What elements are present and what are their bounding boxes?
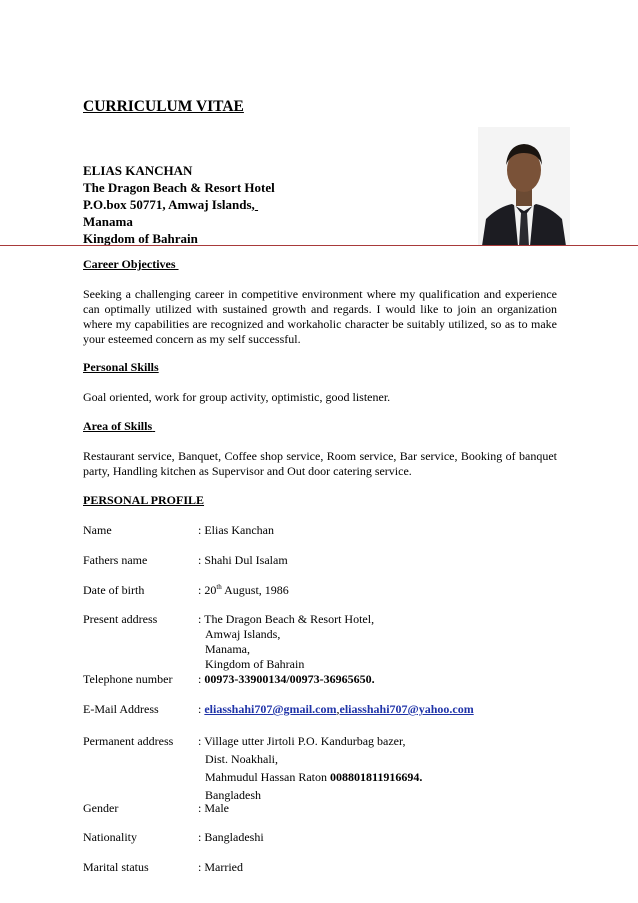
marital-status-value: : Married <box>198 860 243 874</box>
telephone-value: : 00973-33900134/00973-36965650. <box>198 672 375 686</box>
email-link-gmail[interactable]: eliasshahi707@gmail.com <box>204 702 337 716</box>
email-link-yahoo[interactable]: eliasshahi707@yahoo.com <box>339 702 474 716</box>
address-line: The Dragon Beach & Resort Hotel <box>83 180 275 195</box>
marital-status-label: Marital status <box>83 860 149 874</box>
name-label: Name <box>83 523 112 537</box>
area-of-skills-heading: Area of Skills <box>83 419 153 433</box>
area-of-skills-text: Restaurant service, Banquet, Coffee shop service, Room service, Bar service, Booking of banquet party, Handling kitchen as Supervisor and Out door catering service. <box>83 449 557 478</box>
nationality-value: : Bangladeshi <box>198 830 264 844</box>
email-value: : eliasshahi707@gmail.com,eliasshahi707@yahoo.com <box>198 702 474 716</box>
header-divider <box>0 245 638 246</box>
present-address-value: : The Dragon Beach & Resort Hotel, Amwaj Islands, Manama, Kingdom of Bahrain <box>198 612 375 671</box>
date-of-birth-label: Date of birth <box>83 583 145 597</box>
address-line: Manama <box>83 214 133 229</box>
name-value: : Elias Kanchan <box>198 523 274 537</box>
personal-skills-text: Goal oriented, work for group activity, optimistic, good listener. <box>83 390 391 404</box>
gender-value: : Male <box>198 801 229 815</box>
header-contact-block <box>83 162 275 247</box>
career-objectives-text: Seeking a challenging career in competitive environment where my qualification and experience can optimally utilized with sustained growth and regards. I would like to join an organization where my capabilities are recognized and workaholic character be suitably utilized, so as to make your esteemed concern as my self successful. <box>83 287 557 346</box>
present-address-label: Present address <box>83 612 158 626</box>
permanent-address-value: : Village utter Jirtoli P.O. Kandurbag bazer, Dist. Noakhali, Mahmudul Hassan Raton 008801811916694. Bangladesh <box>198 734 423 802</box>
fathers-name-label: Fathers name <box>83 553 148 567</box>
profile-photo <box>478 127 570 246</box>
date-of-birth-value: : 20th August, 1986 <box>198 583 289 597</box>
candidate-name: ELIAS KANCHAN <box>83 163 193 178</box>
email-label: E-Mail Address <box>83 702 159 716</box>
personal-profile-heading: PERSONAL PROFILE <box>83 493 205 507</box>
personal-skills-heading: Personal Skills <box>83 360 159 374</box>
career-objectives-heading: Career Objectives <box>83 257 176 271</box>
address-line: P.O.box 50771, Amwaj Islands, <box>83 197 255 212</box>
fathers-name-value: : Shahi Dul Isalam <box>198 553 288 567</box>
address-line: Kingdom of Bahrain <box>83 231 198 246</box>
permanent-address-label: Permanent address <box>83 734 174 748</box>
nationality-label: Nationality <box>83 830 137 844</box>
cv-title: CURRICULUM VITAE <box>83 98 244 115</box>
gender-label: Gender <box>83 801 119 815</box>
telephone-label: Telephone number <box>83 672 173 686</box>
